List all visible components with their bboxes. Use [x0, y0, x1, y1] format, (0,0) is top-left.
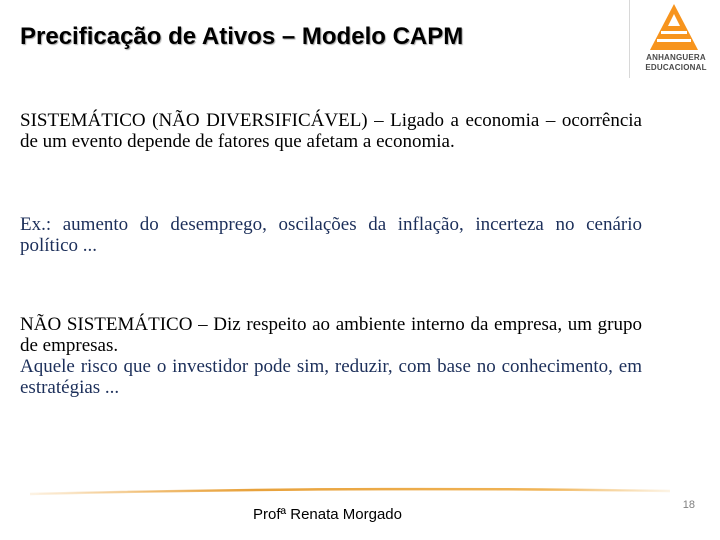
paragraph-example: Ex.: aumento do desemprego, oscilações da inflação, incerteza no cenário político ... [20, 214, 642, 256]
footer-author: Profª Renata Morgado [253, 506, 402, 523]
page-number: 18 [682, 499, 695, 509]
company-logo [629, 0, 718, 78]
slide-title: Precificação de Ativos – Modelo CAPM [20, 23, 464, 50]
paragraph-investor-risk: Aquele risco que o investidor pode sim, reduzir, com base no conhecimento, em estratégias ... [20, 356, 642, 398]
unsystematic-risk-block [20, 314, 642, 398]
logo-triangle-icon [648, 2, 700, 52]
logo-text-line2: EDUCACIONAL [645, 63, 707, 72]
paragraph-systematic-risk: SISTEMÁTICO (NÃO DIVERSIFICÁVEL) – Ligado a economia – ocorrência de um evento depende de fatores que afetam a economia. [20, 110, 642, 152]
paragraph-unsystematic-risk: NÃO SISTEMÁTICO – Diz respeito ao ambiente interno da empresa, um grupo de empresas. [20, 314, 642, 356]
decorative-swoosh-line [30, 482, 670, 498]
logo-text-line1: ANHANGUERA [646, 53, 706, 62]
